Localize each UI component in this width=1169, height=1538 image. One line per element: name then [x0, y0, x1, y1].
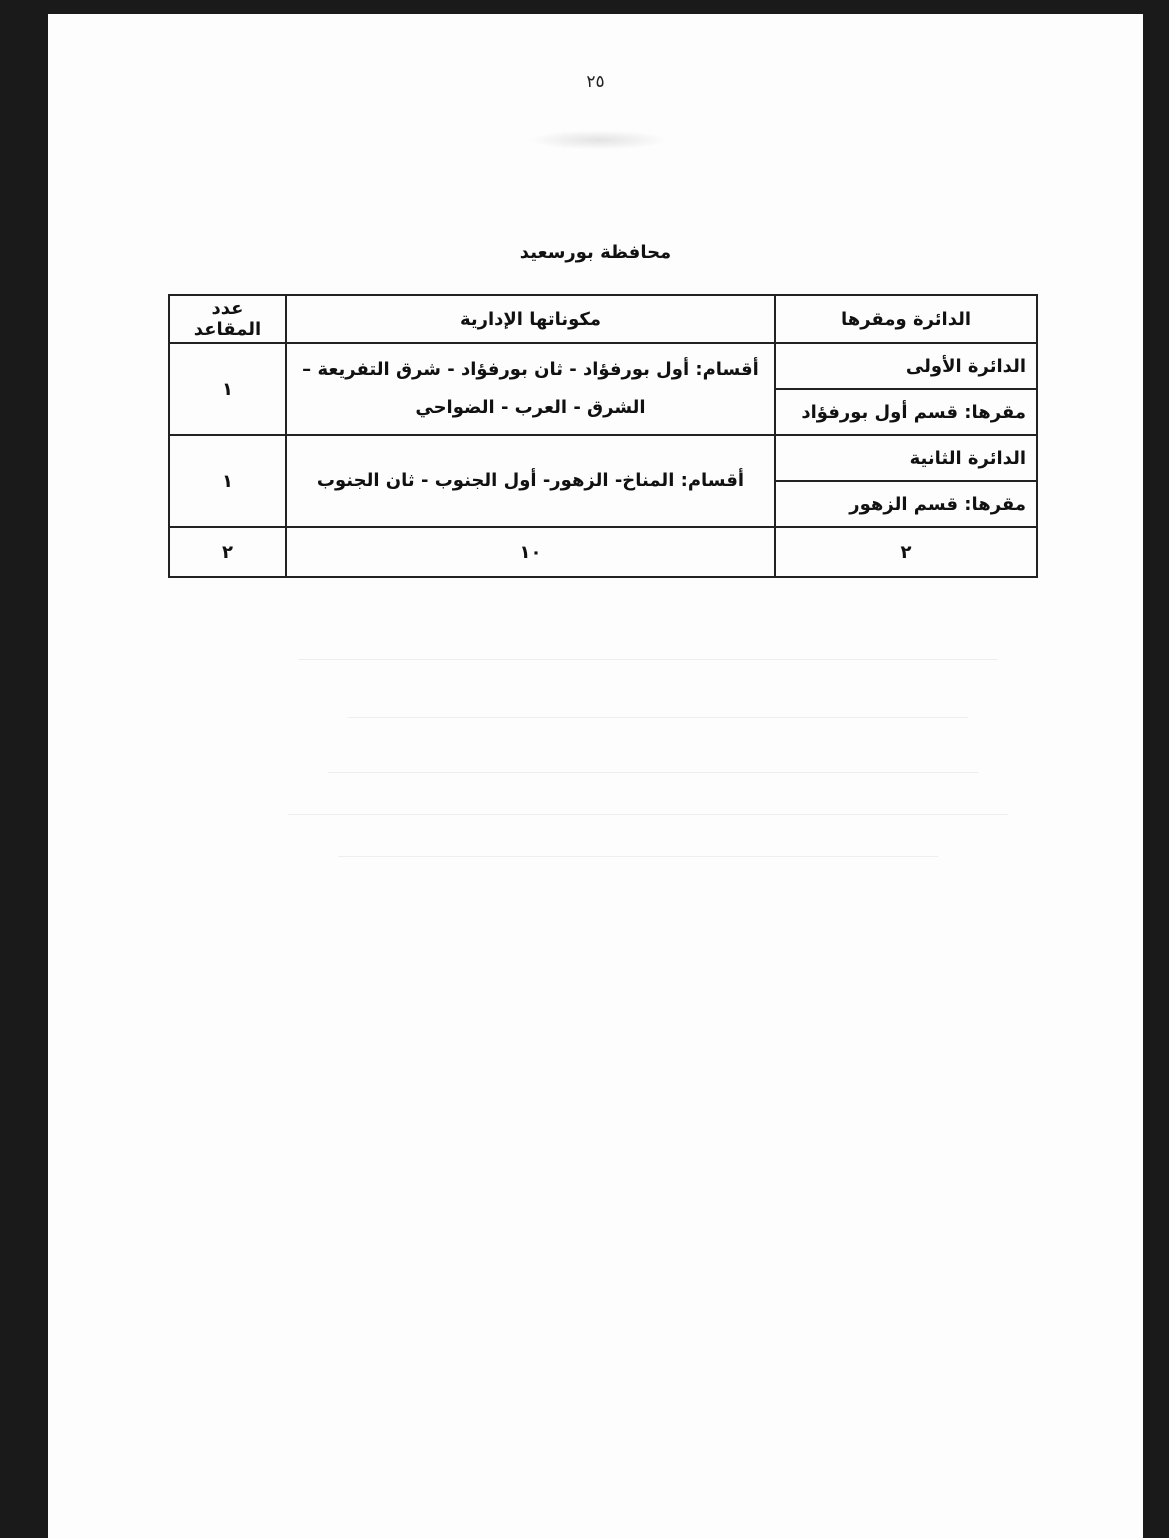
page-number: ٢٥: [586, 72, 605, 92]
header-district: الدائرة ومقرها: [775, 295, 1037, 343]
districts-table: [168, 294, 1038, 578]
scan-noise-line: [288, 814, 1008, 815]
total-seats-cell: ٢: [169, 527, 286, 577]
components-cell: أقسام: أول بورفؤاد - ثان بورفؤاد - شرق التفريعة – الشرق - العرب - الضواحي: [286, 343, 775, 435]
governorate-title: محافظة بورسعيد: [519, 242, 672, 263]
scan-noise-line: [328, 772, 978, 773]
district-seat-cell: مقرها: قسم أول بورفؤاد: [775, 389, 1037, 435]
total-components-cell: ١٠: [286, 527, 775, 577]
scan-noise-line: [348, 717, 968, 718]
seats-cell: ١: [169, 343, 286, 435]
document-page: [48, 14, 1143, 1538]
district-name-cell: الدائرة الثانية: [775, 435, 1037, 481]
district-name-cell: الدائرة الأولى: [775, 343, 1037, 389]
header-components: مكوناتها الإدارية: [286, 295, 775, 343]
scan-smudge: [528, 130, 668, 150]
header-seats: عدد المقاعد: [169, 295, 286, 343]
scan-noise-line: [338, 856, 938, 857]
totals-row: [169, 527, 1037, 577]
scan-noise-line: [298, 659, 998, 660]
table-row: [169, 435, 1037, 481]
seats-cell: ١: [169, 435, 286, 527]
components-cell: أقسام: المناخ- الزهور- أول الجنوب - ثان الجنوب: [286, 435, 775, 527]
table-row: [169, 343, 1037, 389]
district-seat-cell: مقرها: قسم الزهور: [775, 481, 1037, 527]
total-districts-cell: ٢: [775, 527, 1037, 577]
table-header-row: [169, 295, 1037, 343]
